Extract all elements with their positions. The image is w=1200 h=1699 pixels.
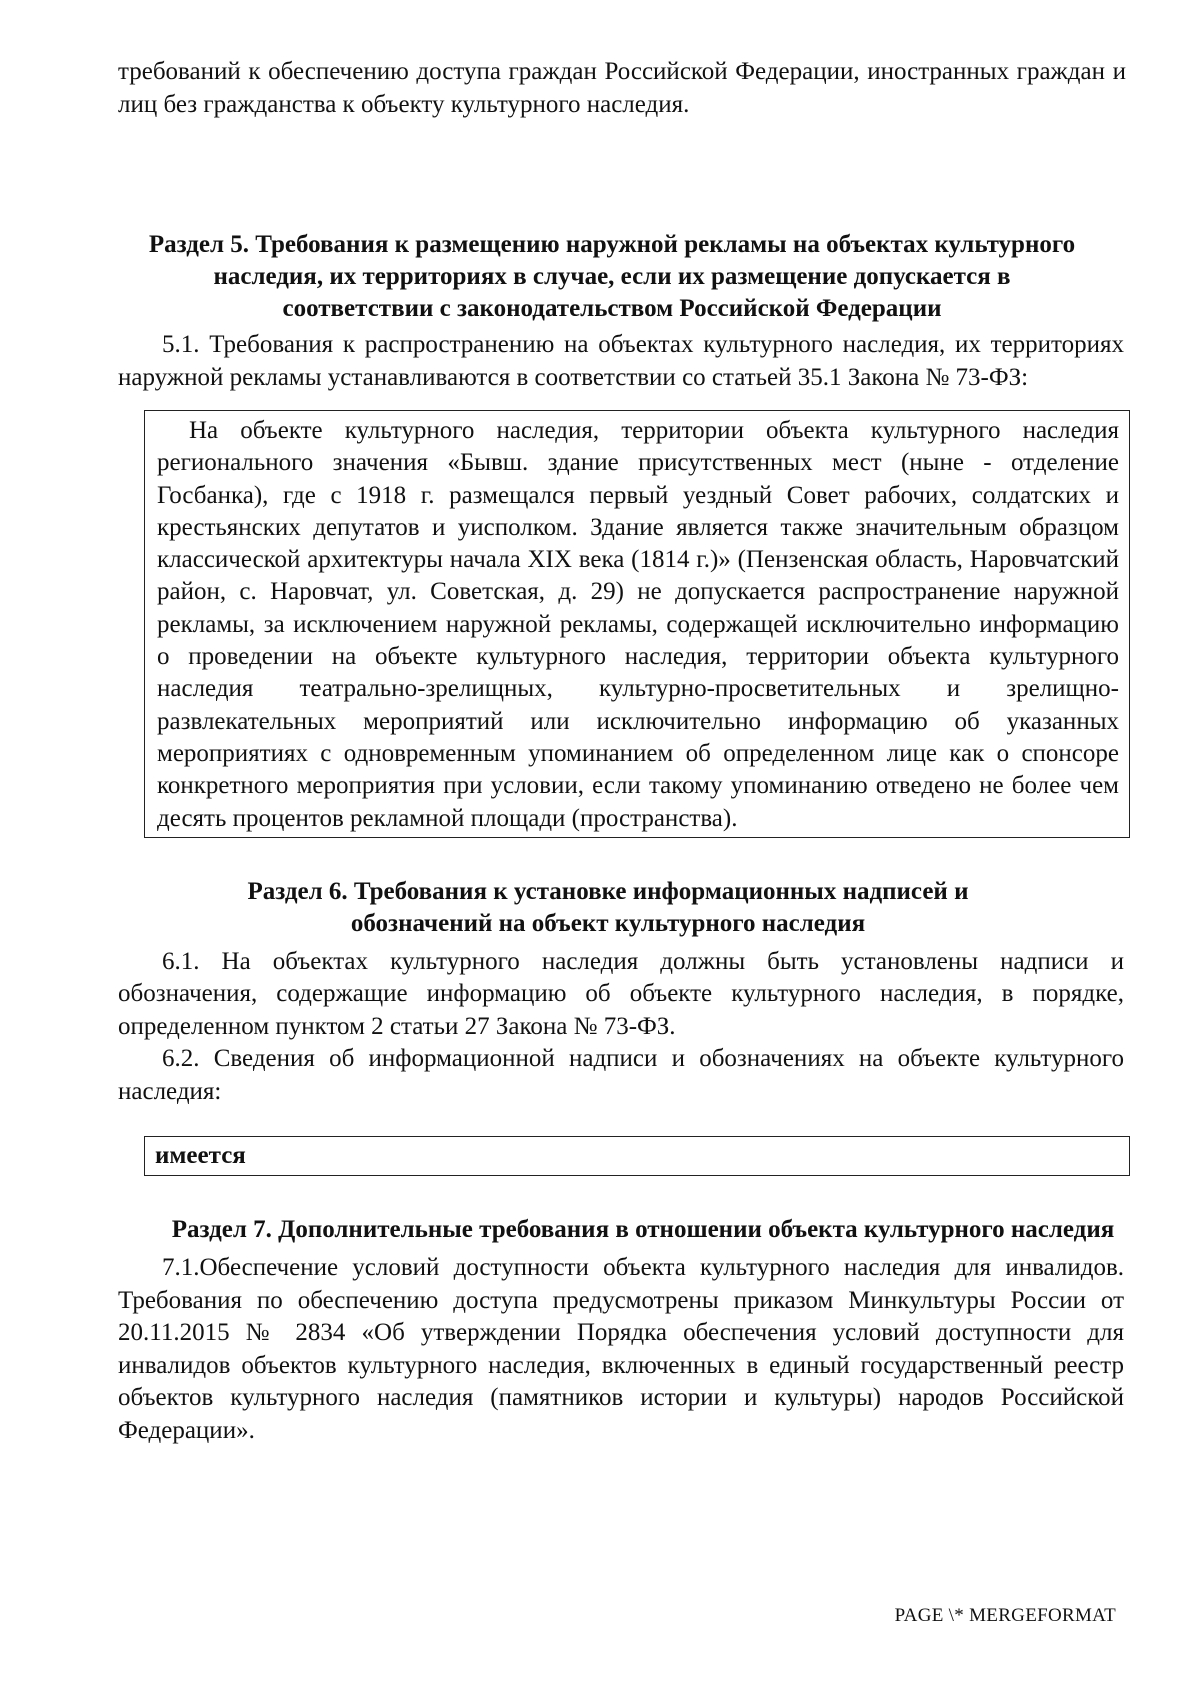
document-page: [118, 56, 1126, 1447]
page-footer-field-code: PAGE \* MERGEFORMAT: [894, 1605, 1116, 1626]
section-5-heading: Раздел 5. Требования к размещению наружной рекламы на объектах культурного наследия, их территориях в случае, если их размещение допускается в соответствии с законодательством Российской Федерации: [148, 231, 1076, 322]
inscription-status-box: [144, 1136, 1130, 1176]
section-6-paragraph-2: 6.2. Сведения об информационной надписи и обозначениях на объекте культурного наследия:: [118, 1045, 1124, 1105]
inscription-status-value: имеется: [155, 1142, 246, 1170]
advertising-requirements-text: На объекте культурного наследия, территории объекта культурного наследия регионального значения «Бывш. здание присутственных мест (ныне - отделение Госбанка), где с 1918 г. размещался первый уездный Совет рабочих, солдатских и крестьянских депутатов и уисполком. Здание является также значительным образцом классической архитектуры начала XIX века (1814 г.)» (Пензенская область, Наровчатский район, с. Наровчат, ул. Советская, д. 29) не допускается распространение наружной рекламы, за исключением наружной рекламы, содержащей исключительно информацию о проведении на объекте культурного наследия, территории объекта культурного наследия театрально-зрелищных, культурно-просветительных и зрелищно-развлекательных мероприятий или исключительно информацию об указанных мероприятиях с одновременным упоминанием об определенном лице как о спонсоре конкретного мероприятия при условии, если такому упоминанию отведено не более чем десять процентов рекламной площади (пространства).: [157, 417, 1119, 832]
section-5-paragraph-1: 5.1. Требования к распространению на объектах культурного наследия, их территориях наружной рекламы устанавливаются в соответствии со статьей 35.1 Закона № 73-ФЗ:: [118, 331, 1124, 391]
intro-paragraph: требований к обеспечению доступа граждан Российской Федерации, иностранных граждан и лиц без гражданства к объекту культурного наследия.: [118, 58, 1126, 118]
section-7-heading: Раздел 7. Дополнительные требования в отношении объекта культурного наследия: [171, 1216, 1115, 1244]
section-6-heading: Раздел 6. Требования к установке информационных надписей и обозначений на объект культурного наследия: [247, 877, 969, 937]
section-6-paragraph-1: 6.1. На объектах культурного наследия должны быть установлены надписи и обозначения, содержащие информацию об объекте культурного наследия, в порядке, определенном пунктом 2 статьи 27 Закона № 73-ФЗ.: [118, 947, 1124, 1040]
advertising-requirements-box: [144, 410, 1130, 838]
section-7-paragraph-1: 7.1.Обеспечение условий доступности объекта культурного наследия для инвалидов. Требования по обеспечению доступа предусмотрены приказом Минкультуры России от 20.11.2015 № 2834 «Об утверждении Порядка обеспечения условий доступности для инвалидов объектов культурного наследия, включенных в единый государственный реестр объектов культурного наследия (памятников истории и культуры) народов Российской Федерации».: [118, 1254, 1124, 1444]
